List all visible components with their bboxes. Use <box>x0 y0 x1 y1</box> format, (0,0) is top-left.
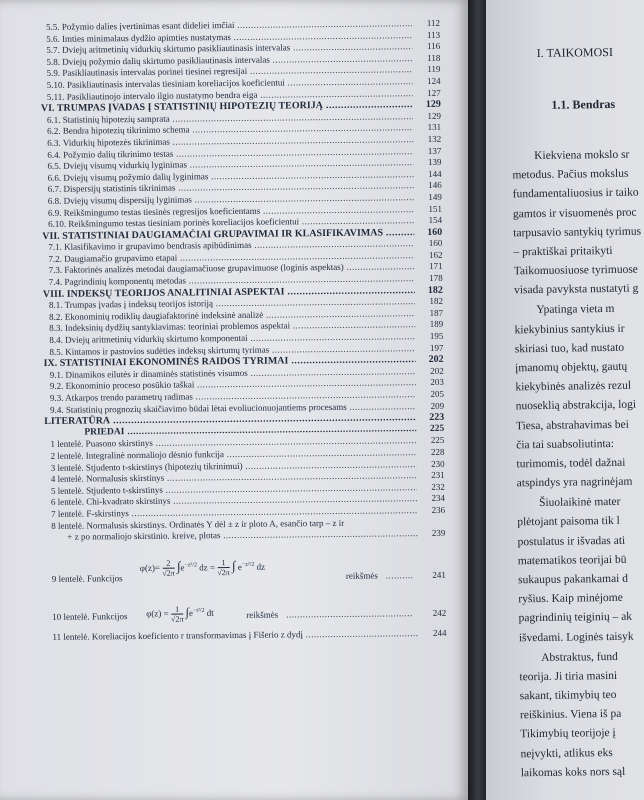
toc-entry-title: 7.2. Daugiamačio grupavimo etapai ..... <box>48 250 414 265</box>
toc-entry-leader: .......... <box>385 569 414 581</box>
toc-entry-page: 160 <box>427 226 443 238</box>
toc-entry-page: 149 <box>428 191 442 202</box>
toc-entry-title: 3 lentelė. Stjudento t-skirstinys (hipotezių tikrinimui) ..... <box>51 459 417 474</box>
toc-entry-page: 244 <box>432 627 447 638</box>
toc-entry-title: VII. STATISTINIAI DAUGIAMAČIAI GRUPAVIMAI IR KLASIFIKAVIMAS ..... <box>42 227 414 242</box>
toc-entry-title: 9.2. Ekonominio proceso posūkio taškai ..... <box>50 377 416 392</box>
section-heading: 1.1. Bendras <box>551 96 616 112</box>
toc-entry-title: 5 lentelė. Stjudento t-skirstinys ..... <box>51 482 417 497</box>
toc-entry-page: 197 <box>429 342 444 353</box>
body-text-line: visada pavyksta nustatyti g <box>513 282 639 297</box>
toc-entry-title: LITERATŪRA ..... <box>44 412 416 427</box>
body-text-line: Kiekviena mokslo sr <box>534 148 630 163</box>
toc-entry-page: 131 <box>427 122 442 133</box>
toc-entry-page: 154 <box>428 214 443 226</box>
body-text-line: – praktiškai pritaikyti <box>513 244 613 259</box>
toc-entry-page: 236 <box>431 504 446 515</box>
toc-entry-page: 112 <box>426 17 441 28</box>
toc-entry-page: 137 <box>427 145 442 156</box>
toc-entry-page: 116 <box>427 40 441 52</box>
body-text-line: Abstraktus, fund <box>541 650 618 664</box>
toc-entry-page: 232 <box>431 481 445 492</box>
toc-entry-page: 187 <box>429 307 444 318</box>
toc-entry-title: 5.5. Požymio dalies įvertinimas esant dideliei imčiai ..... <box>46 18 412 33</box>
toc-entry-title: 9.1. Dinamikos eilutės ir dinaminės statistinės visumos ..... <box>50 366 416 381</box>
body-text-line: išvedami. Loginės taisyk <box>518 630 634 644</box>
body-text-line: nuoseklią abstrakcija, logi <box>515 399 637 413</box>
toc-entry-title: 6.10. Reikšmingumo testas tiesiniam porinės koreliacijos koeficientui ..... <box>48 215 414 230</box>
toc-entry-title: 8.1. Trumpas įvadas į indeksų teorijos istoriją ..... <box>49 296 415 311</box>
toc-entry-title: 5.6. Imties minimalaus dydžio apimties nustatymas ..... <box>46 30 412 45</box>
toc-entry-title: 7.4. Pagrindinių komponentų metodas ..... <box>49 273 415 288</box>
toc-entry-title: 6.2. Bendra hipotezių tikrinimo schema ..... <box>47 122 413 137</box>
toc-entry-title: 8 lentelė. Normalusis skirstinys. Ordinatės Y dėl ± z ir ploto A, esančio tarp – z ir <box>51 517 345 531</box>
toc-entry-title: IX. STATISTINIAI EKONOMINĖS RAIDOS TYRIMAI ..... <box>44 354 416 369</box>
toc-entry-page: 151 <box>428 203 443 214</box>
toc-entry-title: PRIEDAI ..... <box>84 424 416 439</box>
toc-entry-page: 234 <box>431 493 446 504</box>
body-text-line: turimomis, todėl dažnai <box>516 456 626 471</box>
toc-entry-title: 8.5. Kintamos ir pastovios sudėties indeksų skirtumų tyrimas ..... <box>49 343 415 358</box>
toc-entry-page: 129 <box>425 98 441 111</box>
toc-entry-page: 146 <box>428 180 442 191</box>
book-gutter <box>468 0 488 800</box>
toc-entry-title: 7 lentelė. F-skirstinys ..... <box>51 505 417 520</box>
body-text-line: kiekybinius santykius ir <box>514 322 625 336</box>
body-text-line: gamtos ir visuomenės proc <box>512 206 637 220</box>
toc-entry-page: 202 <box>430 365 444 376</box>
toc-entry-page: 209 <box>430 400 445 411</box>
toc-entry-title: 7.3. Faktorinės analizės metodai daugiamačiuose grupavimuose (loginis aspektas) ..... <box>49 262 415 277</box>
toc-entry-title: 6.6. Dviejų visumų požymio dalių lyginimas ..... <box>48 169 414 184</box>
body-text-line: Taikomuosiuose tyrimuose <box>513 263 638 278</box>
toc-entry-title: 6.7. Dispersijų statistinis tikrinimas ..... <box>48 180 414 195</box>
body-text-line: atspindys yra nagrinėjam <box>516 475 633 490</box>
body-text-line: sakant, tikimybių teo <box>519 688 617 703</box>
right-page <box>486 0 644 800</box>
toc-entry-title: VI. TRUMPAS ĮVADAS Į STATISTINIŲ HIPOTEZIŲ TEORIJĄ ..... <box>41 99 413 114</box>
body-text-line: reiškinius. Viena iš pa <box>519 708 622 722</box>
toc-entry-page: 242 <box>432 607 447 618</box>
toc-entry-page: 178 <box>429 272 443 284</box>
toc-entry-title: 6 lentelė. Chi-kvadrato skirstinys ..... <box>51 493 417 508</box>
toc-entry-title: 6.8. Dviejų visumų dispersijų lyginimas ..... <box>48 192 414 207</box>
body-text-line: Tikimybių teorijoje į <box>520 727 616 741</box>
toc-entry-page: 202 <box>428 354 444 366</box>
toc-entry-page: 230 <box>431 458 445 469</box>
body-text-line: skiriasi tuo, kad nustato <box>514 341 625 356</box>
body-text-line: sukaupus pakankamai d <box>518 572 629 587</box>
toc-entry-title: 9 lentelė. Funkcijos <box>51 572 123 584</box>
toc-entry-title: 9.4. Statistinių prognozių skaičiavimo būdai lėtai evoliucionuojantiems procesams ..... <box>50 401 416 416</box>
toc-entry-title: 5.8. Dviejų požymio dalių skirtumo pasikliautinasis intervalas ..... <box>46 53 412 68</box>
toc-entry-page: 203 <box>430 377 444 388</box>
toc-entry-suffix: reikšmės <box>345 570 378 581</box>
toc-entry-page: 189 <box>429 319 444 330</box>
toc-entry-title: 6.3. Vidurkių hipotezės tikrinimas ..... <box>47 134 413 149</box>
body-text-line: Šiuolaikinė mater <box>538 496 621 510</box>
toc-entry-title: 8.2. Ekonominių rodiklių daugiafaktorinė indeksinė analizė ..... <box>49 308 415 323</box>
chapter-heading: I. TAIKOMOSI <box>536 44 613 60</box>
body-text-line: kiekybinės analizės rezul <box>515 379 632 394</box>
toc-entry-title: 6.5. Dviejų visumų vidurkių lyginimas ..... <box>47 157 413 172</box>
toc-entry-page: 171 <box>429 261 443 272</box>
toc-entry-title: 9.3. Atkarpos trendo parametrų radimas ..... <box>50 389 416 404</box>
body-text-line: matematikos teorijai bū <box>517 553 627 568</box>
toc-entry-page: 162 <box>428 249 443 260</box>
toc-entry-title: 10 lentelė. Funkcijos <box>52 610 128 622</box>
toc-entry-page: 144 <box>428 168 442 179</box>
body-text-line: Tiesa, abstrahavimas bei <box>515 418 629 432</box>
table-of-contents <box>40 18 446 643</box>
toc-entry-page: 182 <box>429 296 443 307</box>
toc-entry-title: 2 lentelė. Integralinė normaliojo dėsnio funkcija ..... <box>50 447 416 462</box>
body-text-line: ryšius. Kaip minėjome <box>518 592 623 606</box>
toc-entry-page: 228 <box>430 446 445 457</box>
toc-entry-page: 241 <box>432 569 446 580</box>
body-text-line: postulatus ir išvadas ati <box>517 534 626 548</box>
toc-entry-page: 124 <box>427 75 441 86</box>
toc-entry-page: 231 <box>431 469 445 481</box>
toc-entry-title: 8.4. Dviejų aritmetinių vidurkių skirtumo komponentai ..... <box>49 331 415 346</box>
body-text-line: neįvykti, atlikus eks <box>520 746 613 760</box>
toc-entry-page: 119 <box>427 64 441 75</box>
toc-entry-title: 5.11. Pasikliautinojo intervalo ilgio nustatymo bendra eiga ..... <box>47 88 413 103</box>
toc-entry-page: 205 <box>430 388 444 399</box>
toc-entry-title: 6.4. Požymio dalių tikrinimo testas ..... <box>47 146 413 161</box>
toc-entry-table9 <box>46 550 447 606</box>
body-text-line: fundamentaliuosius ir taiko <box>512 186 639 201</box>
toc-entry-page: 113 <box>426 29 441 40</box>
toc-entry-title: 5.9. Pasikliautinasis intervalas porinei tiesinei regresijai ..... <box>46 64 412 79</box>
toc-entry-title: 6.9. Reikšmingumo testas tiesinės regresijos koeficientams ..... <box>48 204 414 219</box>
body-text-line: įmanomų objektų, gautų <box>515 360 628 375</box>
body-text-line: Ypatinga vieta m <box>536 303 615 317</box>
toc-entry-title: 1 lentelė. Puasono skirstinys ..... <box>50 435 416 450</box>
toc-entry-title: 8.3. Indeksinių dydžių santykiavimas: teoriniai problemos aspektai ..... <box>49 320 415 335</box>
toc-entry-page: 127 <box>427 87 441 98</box>
toc-entry-title: 11 lentelė. Koreliacijos koeficiento r transformavimas į Fišerio z dydį ..... <box>52 628 418 643</box>
toc-entry-title: + z po normaliojo skirstinio. kreive, plotas ..... <box>67 528 417 543</box>
body-text-line: čia tai suabsoliutinta: <box>516 437 615 452</box>
toc-entry-page: 225 <box>429 423 445 434</box>
toc-entry-title: VIII. INDEKSŲ TEORIJOS ANALITINIAI ASPEKTAI ..... <box>43 285 415 300</box>
toc-entry-title: 6.1. Statistinių hipotezių samprata ..... <box>47 111 413 126</box>
body-text-line: metodus. Pačius mokslus <box>512 167 629 182</box>
toc-entry-page: 195 <box>429 330 444 341</box>
toc-entry-page: 225 <box>430 435 445 446</box>
body-text-line: pagrindinių teiginių – ak <box>518 611 633 625</box>
formula-phi: φ(z)= $\frac{2}{√2\pi}$ $\int e^{-z^2/2}$ dz = $\frac{1}{√2\pi}$ ∫ $e^{-z^2/2}$ dz <box>139 557 266 578</box>
formula-phi-zero: φ(z) = $\frac{1}{√2\pi}$ $\int e^{-t^2/2}$ dt <box>146 604 214 624</box>
toc-entry-page: 182 <box>427 284 443 296</box>
toc-entry-suffix: reikšmės <box>246 609 279 620</box>
body-text-line: laikomas koks nors sąl <box>520 765 626 780</box>
toc-entry-leader: .............................................. <box>286 607 413 620</box>
toc-entry-page: 160 <box>428 238 443 249</box>
body-text-line: teorija. Ji tiria masini <box>519 669 618 684</box>
toc-entry-title: 7.1. Klasifikavimo ir grupavimo bendrasis apibūdinimas ..... <box>48 238 414 253</box>
toc-entry-page: 139 <box>427 156 442 168</box>
body-text-line: tarpusavio santykių tyrimus <box>513 225 642 240</box>
toc-entry-title: 5.7. Dviejų aritmetinių vidurkių skirtumo pasikliautinasis intervalas ..... <box>46 41 412 56</box>
toc-entry-page: 118 <box>427 52 441 63</box>
toc-entry-title: 5.10. Pasikliautinasis intervalas tiesiniam koreliacijos koeficientui ..... <box>47 76 413 91</box>
toc-entry-title: 4 lentelė. Normalusis skirstinys ..... <box>51 470 417 485</box>
toc-entry-page: 129 <box>427 110 442 121</box>
toc-entry-page: 223 <box>429 411 445 424</box>
body-text-line: plėtojant paisoma tik l <box>517 515 620 529</box>
toc-entry-page: 239 <box>431 527 446 539</box>
toc-entry-page: 132 <box>427 133 442 144</box>
